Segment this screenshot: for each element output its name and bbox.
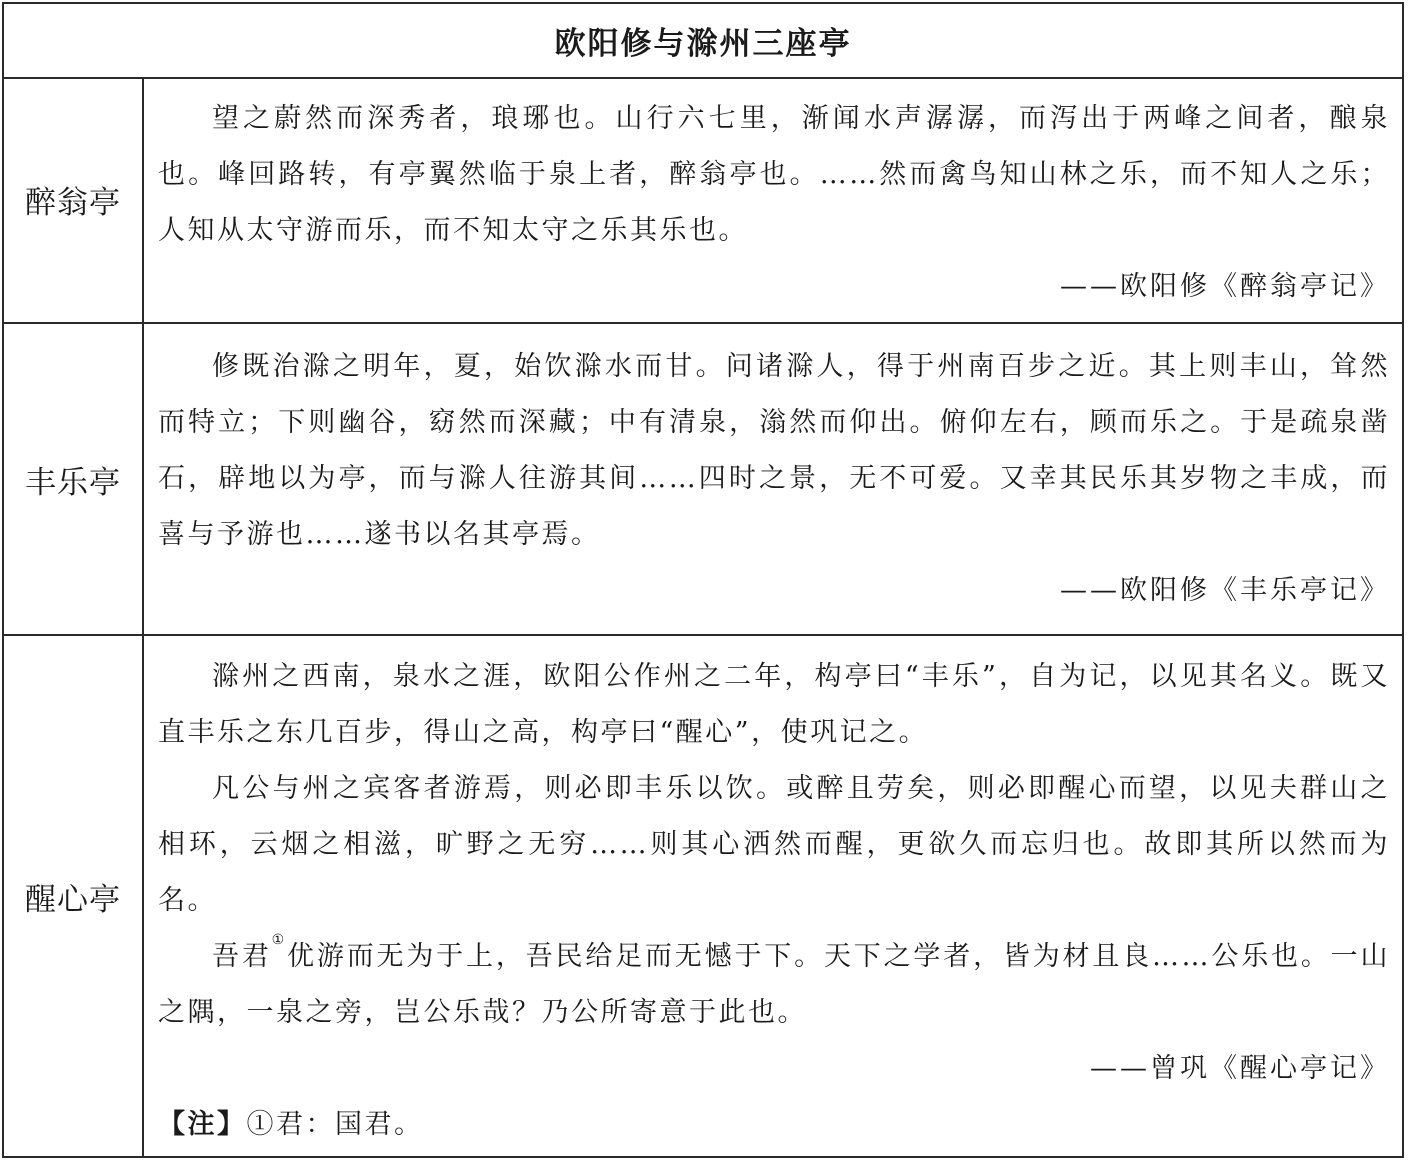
row-label-zuiweng: 醉翁亭 (4, 77, 144, 322)
content-zuiweng (144, 77, 1402, 322)
source-citation: ——欧阳修《醉翁亭记》 (1060, 271, 1390, 302)
paragraph (158, 929, 1390, 1041)
footnote (158, 1097, 1390, 1153)
paragraph: 滁州之西南，泉水之涯，欧阳公作州之二年，构亭曰“丰乐”，自为记，以见其名义。既又直丰乐之东几百步，得山之高，构亭曰“醒心”，使巩记之。 (158, 661, 1390, 748)
paragraph: 凡公与州之宾客者游焉，则必即丰乐以饮。或醉且劳矣，则必即醒心而望，以见夫群山之相环，云烟之相滋，旷野之无穷……则其心洒然而醒，更欲久而忘归也。故即其所以然而为名。 (158, 773, 1390, 916)
content-xingxin (144, 636, 1402, 1156)
footnote-marker: ① (271, 932, 288, 948)
footnote-tag: 【注】 (158, 1109, 247, 1140)
table-title: 欧阳修与滁州三座亭 (4, 4, 1402, 79)
row-fengle (4, 324, 1402, 636)
paragraph-start: 吾君 (212, 941, 272, 972)
source-citation: ——曾巩《醒心亭记》 (1090, 1053, 1390, 1084)
source-citation: ——欧阳修《丰乐亭记》 (1060, 575, 1390, 606)
row-zuiweng (4, 77, 1402, 324)
row-label-xingxin: 醒心亭 (4, 636, 144, 1156)
paragraph-rest: 优游而无为于上，吾民给足而无憾于下。天下之学者，皆为材且良……公乐也。一山之隅，一泉之旁，岂公乐哉？乃公所寄意于此也。 (158, 941, 1391, 1028)
passage-table (2, 2, 1404, 1158)
paragraph: 修既治滁之明年，夏，始饮滁水而甘。问诸滁人，得于州南百步之近。其上则丰山，耸然而特立；下则幽谷，窈然而深藏；中有清泉，滃然而仰出。俯仰左右，顾而乐之。于是疏泉凿石，辟地以为亭，而与滁人往游其间……四时之景，无不可爱。又幸其民乐其岁物之丰成，而喜与予游也……遂书以名其亭焉。 (158, 351, 1390, 550)
paragraph: 望之蔚然而深秀者，琅琊也。山行六七里，渐闻水声潺潺，而泻出于两峰之间者，酿泉也。峰回路转，有亭翼然临于泉上者，醉翁亭也。……然而禽鸟知山林之乐，而不知人之乐；人知从太守游而乐，而不知太守之乐其乐也。 (158, 103, 1390, 246)
row-xingxin (4, 636, 1402, 1156)
content-fengle (144, 324, 1402, 634)
footnote-text: ①君：国君。 (246, 1109, 424, 1140)
row-label-fengle: 丰乐亭 (4, 324, 144, 634)
